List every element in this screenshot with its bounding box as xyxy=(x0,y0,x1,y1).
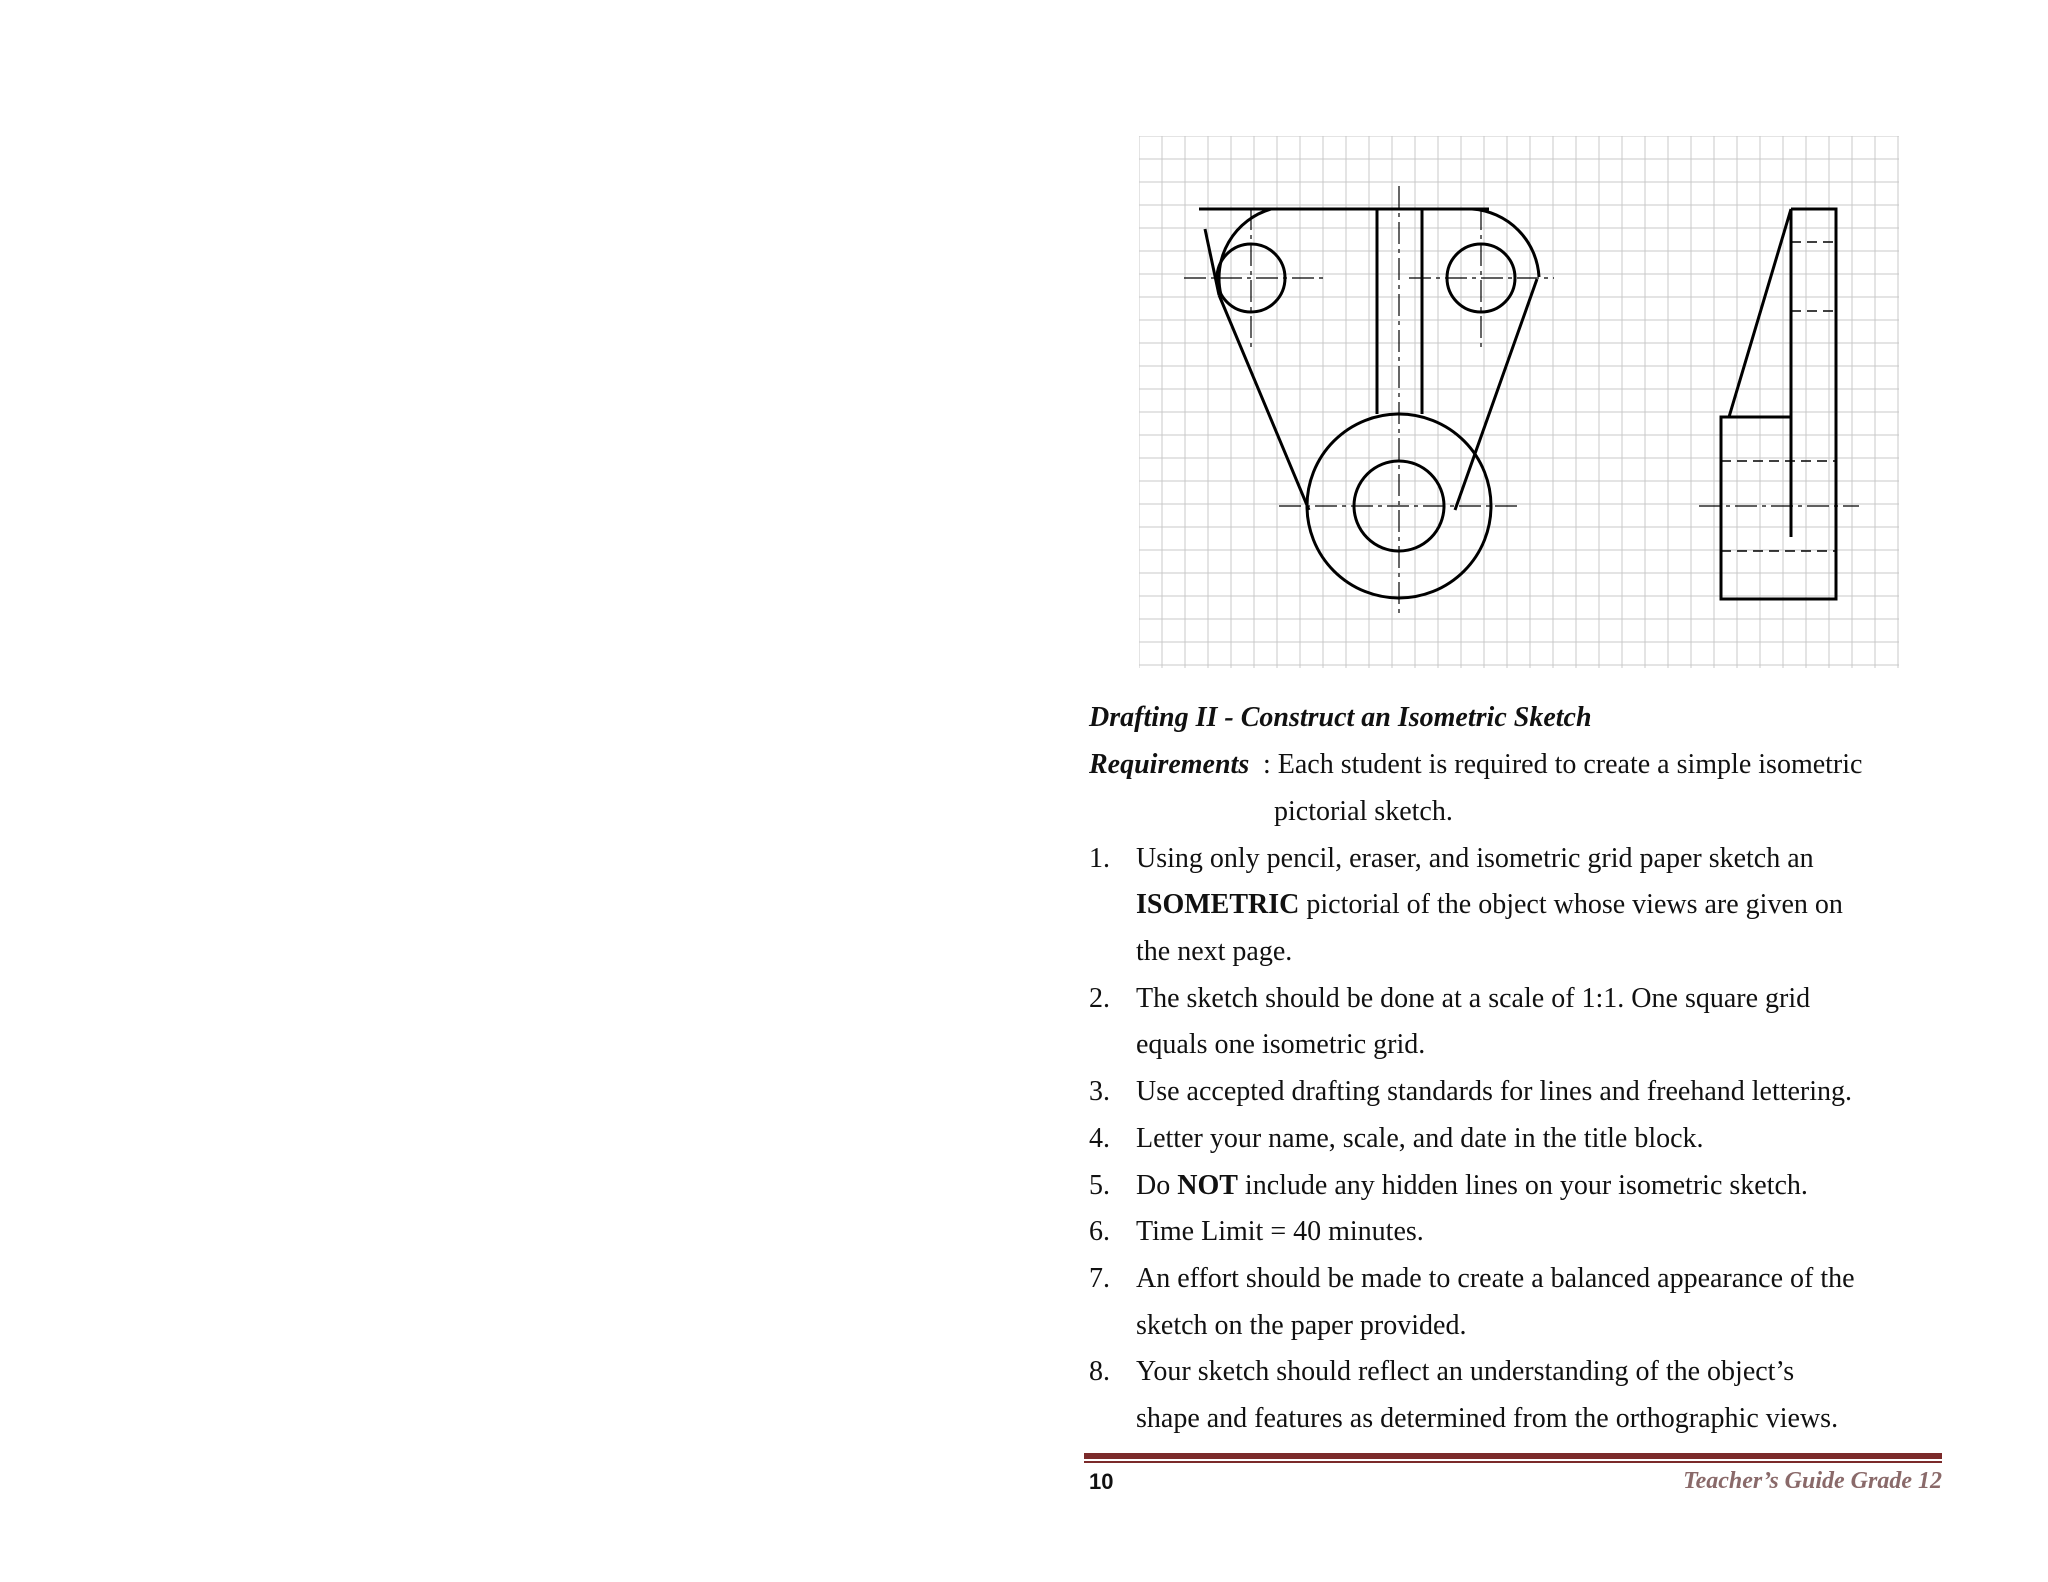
guide-title: Teacher’s Guide Grade 12 xyxy=(1683,1468,1942,1494)
isometric-emphasis: ISOMETRIC xyxy=(1136,889,1300,920)
not-emphasis: NOT xyxy=(1177,1170,1238,1201)
item-1-line-3: the next page. xyxy=(1136,936,1293,967)
orthographic-drawing xyxy=(1139,136,1899,668)
exercise-title: Drafting II - Construct an Isometric Sketch xyxy=(1089,702,1592,733)
item-number: 4. xyxy=(1089,1123,1110,1154)
item-4-line-1: Letter your name, scale, and date in the title block. xyxy=(1136,1123,1704,1154)
item-number: 1. xyxy=(1089,843,1110,874)
item-8-line-1: Your sketch should reflect an understanding of the object’s xyxy=(1136,1356,1795,1387)
front-view-top-left-arc xyxy=(1219,209,1271,295)
footer-rule-thin xyxy=(1084,1461,1942,1463)
item-3-line-1: Use accepted drafting standards for lines and freehand lettering. xyxy=(1136,1076,1853,1107)
item-8-line-2: shape and features as determined from the orthographic views. xyxy=(1136,1403,1839,1434)
item-1-line-2 xyxy=(1136,889,1843,921)
item-2-line-2: equals one isometric grid. xyxy=(1136,1029,1426,1060)
item-number: 2. xyxy=(1089,983,1110,1014)
front-view-outline xyxy=(1199,209,1537,510)
item-5-pre: Do xyxy=(1136,1170,1178,1201)
requirements-label: Requirements xyxy=(1089,749,1250,780)
side-view-outline xyxy=(1721,209,1836,599)
hidden-lines xyxy=(1721,242,1836,551)
requirements-continuation: pictorial sketch. xyxy=(1274,796,1453,827)
item-number: 7. xyxy=(1089,1263,1110,1294)
item-7-line-2: sketch on the paper provided. xyxy=(1136,1310,1467,1341)
item-2-line-1: The sketch should be done at a scale of 1:1. One square grid xyxy=(1136,983,1811,1014)
item-7-line-1: An effort should be made to create a balanced appearance of the xyxy=(1136,1263,1855,1294)
item-number: 5. xyxy=(1089,1170,1110,1201)
item-1-line-1: Using only pencil, eraser, and isometric grid paper sketch an xyxy=(1136,843,1814,874)
item-5-post: include any hidden lines on your isometric sketch. xyxy=(1237,1170,1808,1201)
footer-rule xyxy=(1084,1453,1942,1459)
item-number: 6. xyxy=(1089,1216,1110,1247)
item-number: 3. xyxy=(1089,1076,1110,1107)
item-6-line-1: Time Limit = 40 minutes. xyxy=(1136,1216,1424,1247)
item-1-line-2-rest: pictorial of the object whose views are given on xyxy=(1299,889,1843,920)
item-5-line-1 xyxy=(1136,1170,1808,1202)
requirements-text: : Each student is required to create a simple isometric xyxy=(1263,749,1863,780)
page-number: 10 xyxy=(1089,1469,1114,1494)
item-number: 8. xyxy=(1089,1356,1110,1387)
